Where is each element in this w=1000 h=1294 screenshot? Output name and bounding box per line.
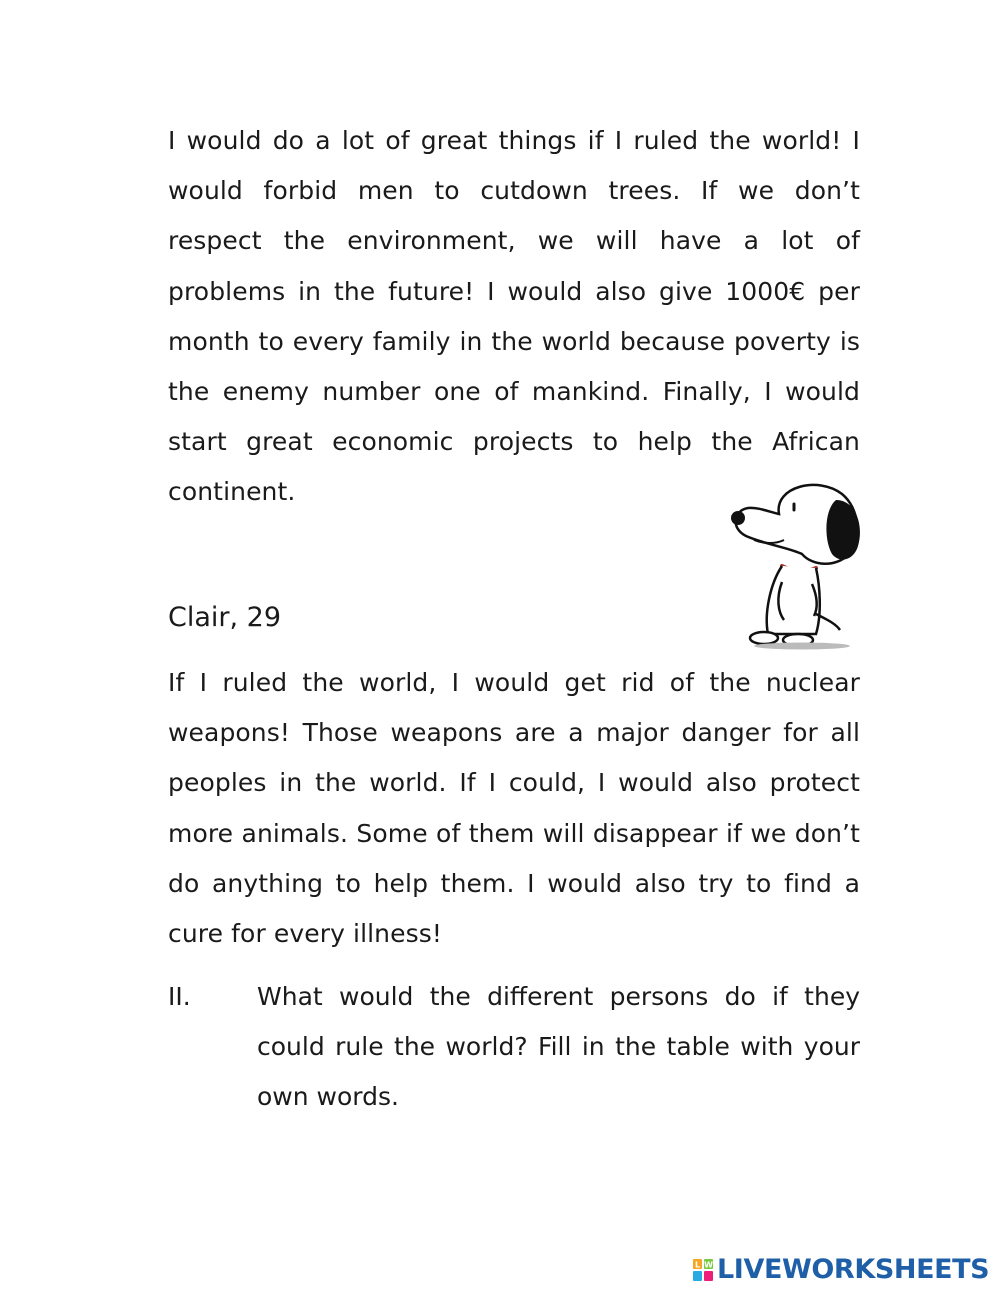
paragraph-second: If I ruled the world, I would get rid of the nuclear weapons! Those weapons are a major danger for all peoples in the world. If I could, I would also protect more animals. Some of them will disappear if we don’t do anything to help them. I would also try to find a cure for every illness! xyxy=(168,668,860,949)
liveworksheets-badge-icon xyxy=(692,1258,714,1282)
paragraph-first: I would do a lot of great things if I ruled the world! I would forbid men to cutdown trees. If we don’t respect the environment, we will have a lot of problems in the future! I would also give 1000€ per month to every family in the world because poverty is the enemy number one of mankind. Finally, I would start great economic projects to help the African continent. xyxy=(168,126,860,507)
liveworksheets-logo xyxy=(692,1254,989,1286)
logo-text: LIVEWORKSHEETS xyxy=(717,1254,990,1285)
author-name: Clair, 29 xyxy=(168,602,282,633)
snoopy-illustration xyxy=(724,474,874,654)
question-text: What would the different persons do if they could rule the world? Fill in the table with your own words. xyxy=(257,982,860,1112)
svg-text:W: W xyxy=(704,1260,713,1270)
question-number: II. xyxy=(168,982,191,1011)
svg-text:L: L xyxy=(694,1260,701,1270)
